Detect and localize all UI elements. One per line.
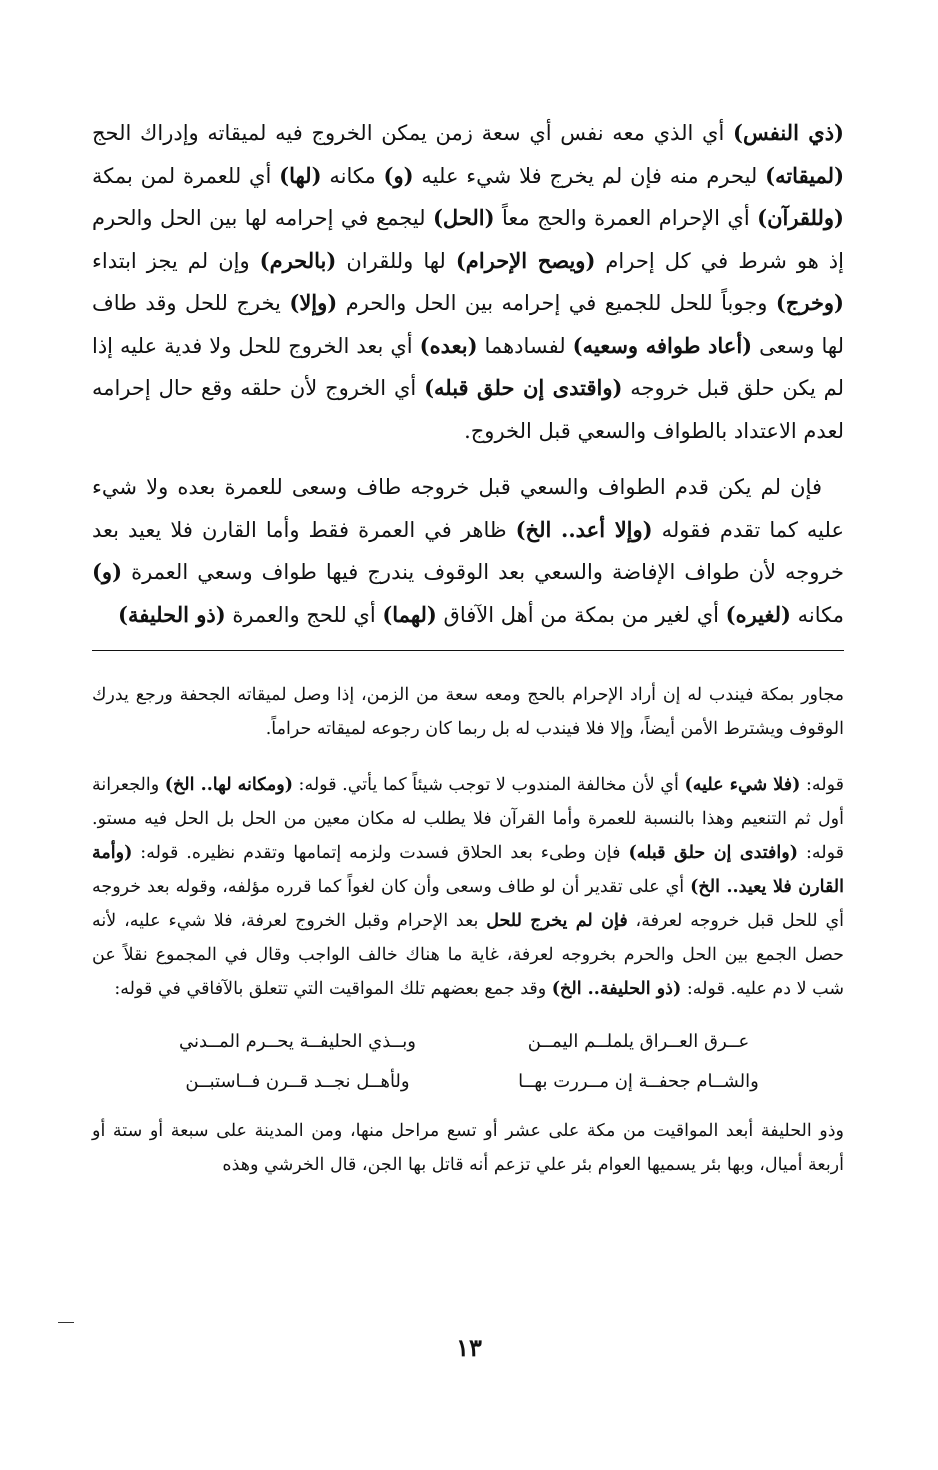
verse-line xyxy=(158,1022,778,1062)
bold-term: (ذي النفس) xyxy=(733,120,844,145)
text-run: أي لأن مخالفة المندوب لا توجب شيئاً كما يأتي. قوله: xyxy=(292,775,685,795)
text-run: وذو الحليفة أبعد المواقيت من مكة على عشر أو تسع مراحل منها، ومن المدينة على سبعة أو ستة أو أربعة أميال، وبها بئر يسميها العوام بئر علي تزعم أنه قاتل بها الجن، قال الخرشي وهذه xyxy=(92,1121,844,1175)
text-run: مكانه xyxy=(321,163,384,188)
bold-term: (و) xyxy=(92,559,123,584)
text-run: أي الإحرام العمرة والحج معاً xyxy=(494,206,758,230)
bold-term: (وإلا أعد.. الخ) xyxy=(515,516,653,542)
bold-term: (وأمة القارن فلا يعيد.. الخ) xyxy=(92,843,844,897)
text-run: قوله: xyxy=(800,775,844,795)
text-run: مجاور بمكة فيندب له إن أراد الإحرام بالحج ومعه سعة من الزمن، إذا وصل لميقاته الجحفة ورجع يدرك الوقوف ويشترط الأمن أيضاً، وإلا فلا فيندب له بل ربما كان رجوعه لميقاته حراماً. xyxy=(92,685,844,739)
text-run: وقد جمع بعضهم تلك المواقيت التي تتعلق بالآفاقي في قوله: xyxy=(114,979,552,999)
verse-left-hemistich: وبــذي الحليفــة يحــرم المــدني xyxy=(179,1031,416,1052)
text-run: والجعرانة أول ثم التنعيم وهذا بالنسبة للعمرة وأما القرآن فلا يطلب له مكان معين من الحل بل الحل فيه مستو. قوله: xyxy=(92,775,844,863)
text-run: ليجمع في إحرامه لها بين الحل والحرم إذ هو شرط في كل إحرام xyxy=(92,206,844,273)
bold-term: (لهما) xyxy=(382,601,437,627)
bold-term: (لميقاته) xyxy=(765,162,845,188)
text-run: أي للعمرة لمن بمكة xyxy=(92,163,280,188)
margin-mark xyxy=(58,1322,74,1323)
bold-term: (و) xyxy=(383,162,414,188)
verse-line xyxy=(158,1062,778,1102)
text-run: فإن لم يكن قدم الطواف والسعي قبل خروجه طاف وسعى للعمرة بعده ولا شيء عليه كما تقدم فقوله xyxy=(92,475,844,542)
text-run: أي لغير من بمكة من أهل الآفاق xyxy=(436,602,726,627)
text-run: ليحرم منه فإن لم يخرج فلا شيء عليه xyxy=(413,163,766,188)
text-run: لفسادهما xyxy=(477,333,573,358)
bold-term: (بعده) xyxy=(419,332,478,358)
main-paragraph-2 xyxy=(92,466,844,636)
text-run: بعد الإحرام وقبل الخروج لعرفة، فلا شيء عليه، لأنه حصل الجمع بين الحل والحرم بخروجه لعرفة، غاية ما هناك خالف الواجب وقال في المجموع نقلاً عن شب لا دم عليه. قوله: xyxy=(92,911,844,999)
bold-term: (فلا شيء عليه) xyxy=(684,775,801,795)
verse-right-hemistich: والشــام جحفــة إن مــررت بهــا xyxy=(518,1071,759,1092)
verse-right-hemistich: عــرق العــراق يلملــم اليمــن xyxy=(527,1031,750,1052)
footnotes xyxy=(92,678,844,1182)
text-run: أي الذي معه نفس أي سعة زمن يمكن الخروج فيه لميقاته وإدراك الحج xyxy=(92,121,734,145)
bold-term: (واقتدى إن حلق قبله) xyxy=(424,375,623,400)
text-run: أي بعد الخروج للحل ولا فدية عليه إذا لم يكن حلق قبل خروجه xyxy=(92,333,845,400)
bold-term: فإن لم يخرج للحل xyxy=(486,911,628,931)
main-paragraph-1 xyxy=(92,112,844,452)
bold-term: (أعاد طوافه وسعيه) xyxy=(572,332,753,358)
bold-term: (الحل) xyxy=(432,205,495,230)
text-run: لها وللقران xyxy=(336,248,456,273)
main-text xyxy=(92,112,844,636)
bold-term: (وإلا) xyxy=(289,290,338,315)
text-run: أي على تقدير أن لو طاف وسعى وأن كان لغواً كما قرره مؤلفه، وقوله بعد خروجه أي للحل قبل خروجه لعرفة، xyxy=(92,877,845,931)
bold-term: (بالحرم) xyxy=(259,247,337,273)
footnote-divider xyxy=(92,650,844,651)
text-run: وجوباً للحل للجميع في إحرامه بين الحل والحرم xyxy=(337,291,776,315)
poem-verses xyxy=(158,1022,778,1102)
bold-term: (وخرج) xyxy=(775,290,844,315)
text-run: وإن لم يجز ابتداء xyxy=(92,248,260,273)
bold-term: (ويصح الإحرام) xyxy=(455,247,596,273)
text-run: مكانه xyxy=(790,602,844,627)
verse-left-hemistich: ولأهــل نجــد قــرن فــاستبــن xyxy=(185,1071,410,1092)
bold-term: (وللقرآن) xyxy=(757,205,844,230)
bold-term: (ومكانه لها.. الخ) xyxy=(164,775,293,795)
text-run: يخرج للحل وقد طاف لها وسعى xyxy=(92,291,844,358)
text-run: أي الخروج لأن حلقه وقع حال إحرامه لعدم الاعتداد بالطواف والسعي قبل الخروج. xyxy=(92,376,844,443)
footnote-paragraph-2 xyxy=(92,768,844,1006)
footnote-paragraph-1 xyxy=(92,678,844,746)
bold-term: (ذو الحليفة.. الخ) xyxy=(551,979,682,999)
text-run: أي للحج والعمرة xyxy=(225,602,383,627)
page-number: ١٣ xyxy=(456,1333,482,1362)
bold-term: (وافتدى إن حلق قبله) xyxy=(628,843,799,863)
bold-term: (ذو الحليفة) xyxy=(118,601,226,627)
text-run: فإن وطىء بعد الحلاق فسدت ولزمه إتمامها وتقدم نظيره. قوله: xyxy=(132,843,629,863)
footnote-paragraph-3 xyxy=(92,1114,844,1182)
bold-term: (لغيره) xyxy=(725,601,791,627)
text-run: ظاهر في العمرة فقط وأما القارن فلا يعيد بعد خروجه لأن طواف الإفاضة والسعي بعد الوقوف يندرج فيها طواف وسعي العمرة xyxy=(92,517,844,584)
bold-term: (لها) xyxy=(279,162,322,188)
